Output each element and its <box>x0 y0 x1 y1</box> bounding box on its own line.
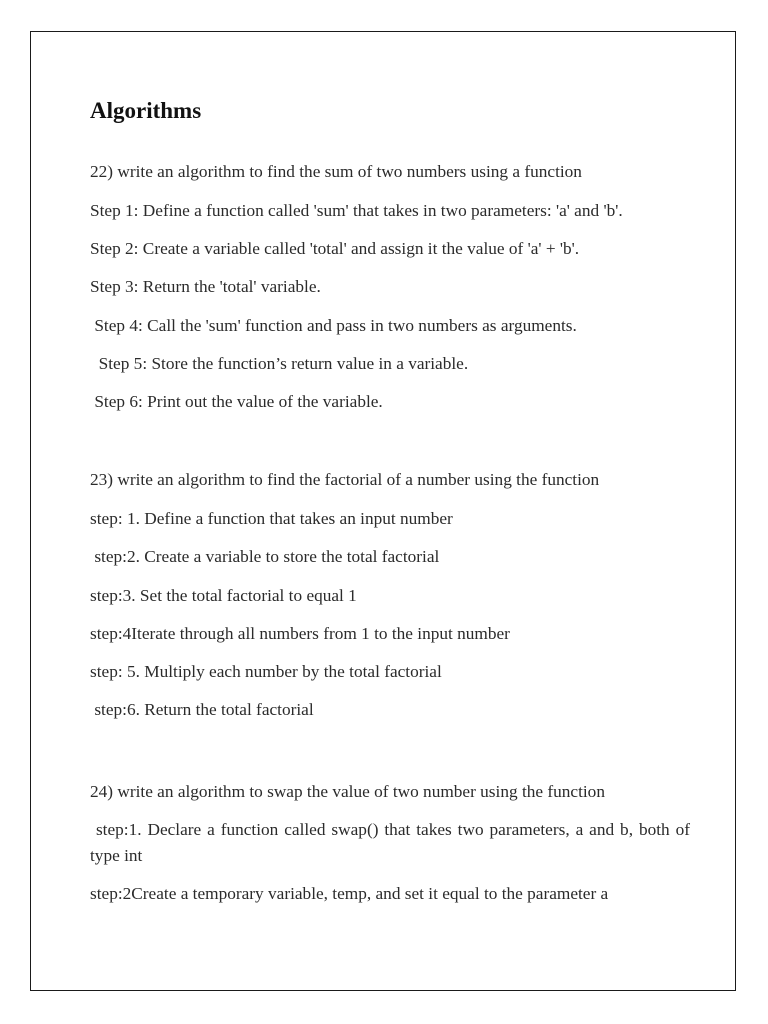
step-line: step:3. Set the total factorial to equal 1 <box>90 586 357 605</box>
document-page <box>30 31 736 991</box>
document-content <box>90 92 695 907</box>
step-line: step:6. Return the total factorial <box>90 700 314 719</box>
section-heading: 23) write an algorithm to find the factorial of a number using the function <box>90 470 600 489</box>
algorithm-section-22 <box>90 159 690 415</box>
step-line: step: 1. Define a function that takes an input number <box>90 509 453 528</box>
document-title: Algorithms <box>90 98 202 123</box>
step-line: Step 1: Define a function called 'sum' that takes in two parameters: 'a' and 'b'. <box>90 201 623 220</box>
step-line: step:2Create a temporary variable, temp, and set it equal to the parameter a <box>90 884 609 903</box>
step-line: Step 3: Return the 'total' variable. <box>90 277 321 296</box>
step-line: step:4Iterate through all numbers from 1 to the input number <box>90 624 510 643</box>
step-line: step:1. Declare a function called swap() that takes two parameters, a and b, both of type int <box>90 820 695 865</box>
step-line: Step 5: Store the function’s return value in a variable. <box>90 354 469 373</box>
step-line: step: 5. Multiply each number by the total factorial <box>90 662 442 681</box>
step-line: Step 2: Create a variable called 'total' and assign it the value of 'a' + 'b'. <box>90 239 580 258</box>
algorithm-section-23 <box>90 467 690 723</box>
section-heading: 24) write an algorithm to swap the value of two number using the function <box>90 782 605 801</box>
section-heading: 22) write an algorithm to find the sum of two numbers using a function <box>90 162 582 181</box>
step-line: step:2. Create a variable to store the total factorial <box>90 547 440 566</box>
step-line: Step 6: Print out the value of the variable. <box>90 392 383 411</box>
algorithm-section-24 <box>90 779 695 907</box>
step-line: Step 4: Call the 'sum' function and pass in two numbers as arguments. <box>90 316 577 335</box>
